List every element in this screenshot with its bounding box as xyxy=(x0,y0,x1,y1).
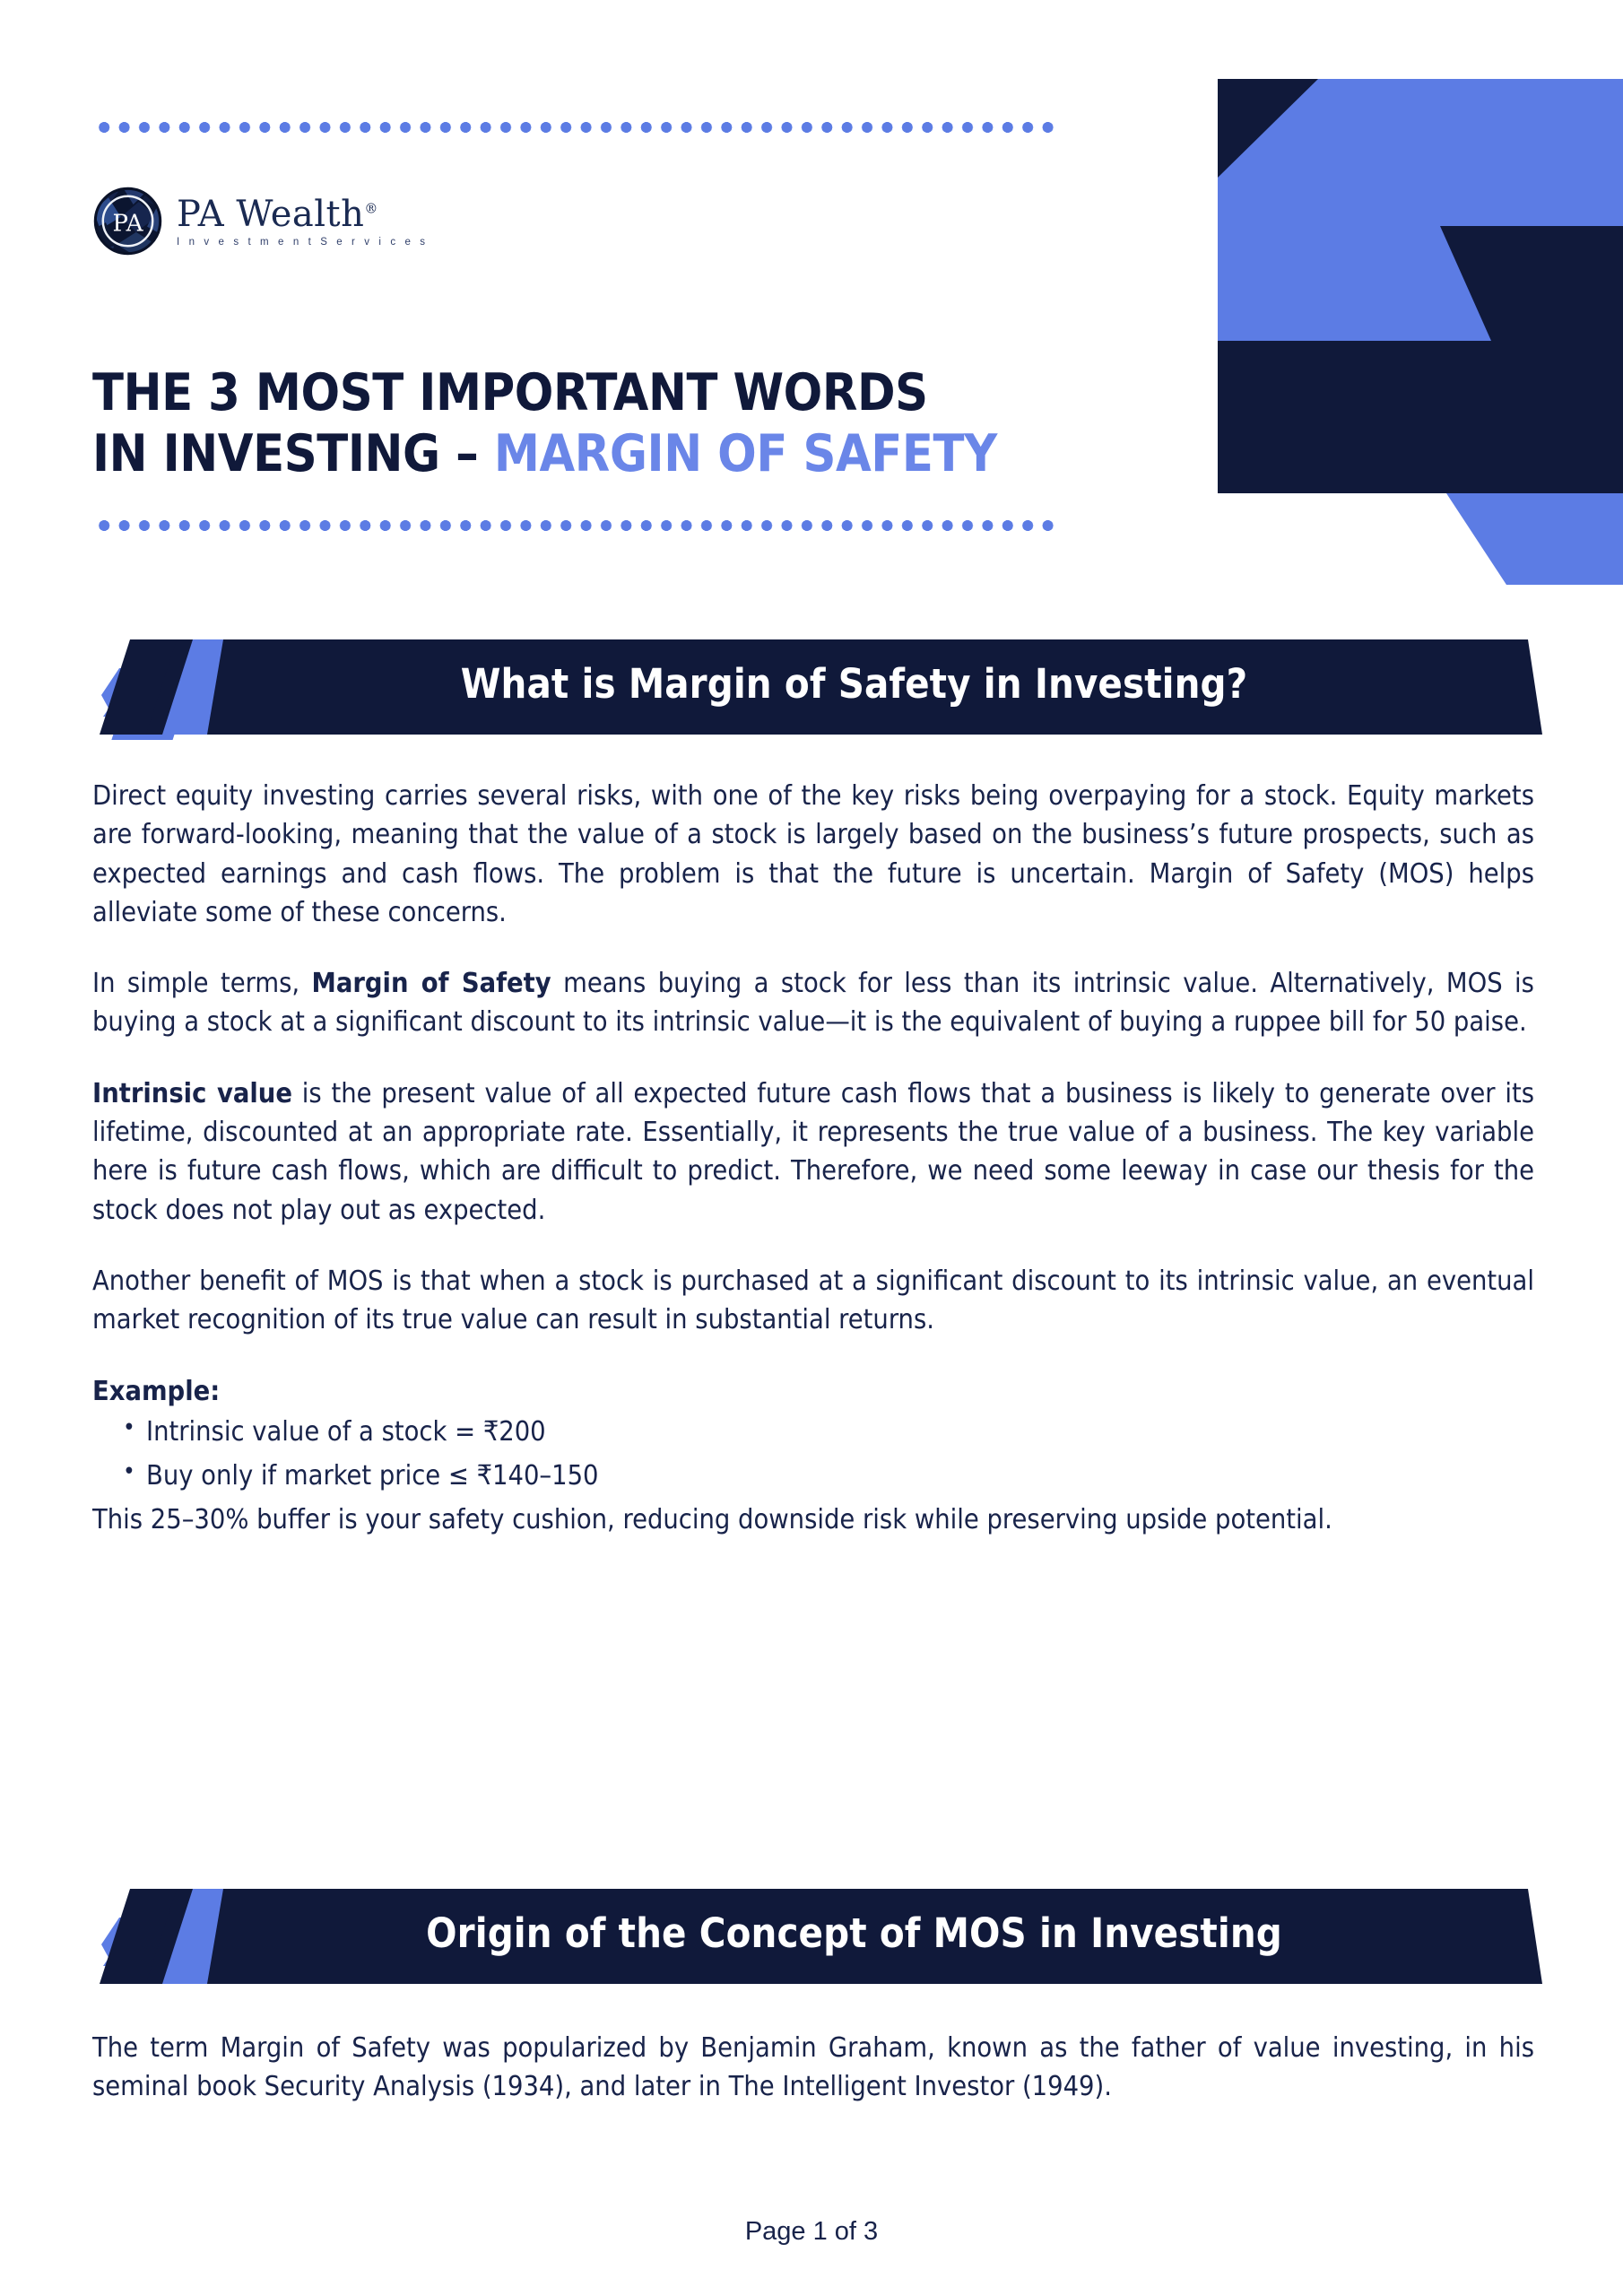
list-item: • Intrinsic value of a stock = ₹200 xyxy=(146,1413,1534,1451)
section-body-2 xyxy=(92,2029,1534,2107)
section-body-1 xyxy=(92,777,1534,1540)
title-line-2-prefix: IN INVESTING – xyxy=(92,424,494,484)
dotted-divider-top xyxy=(94,122,1061,133)
section-heading-1: What is Margin of Safety in Investing? xyxy=(460,659,1248,708)
paragraph: The term Margin of Safety was popularized by Benjamin Graham, known as the father of value investing, in his seminal book Security Analysis (1934), and later in The Intelligent Investor (1949). xyxy=(92,2032,1534,2103)
brand-logo xyxy=(93,187,429,256)
section-banner-1 xyxy=(94,634,1542,740)
title-line-2-accent: MARGIN OF SAFETY xyxy=(493,424,997,484)
section-banner-2 xyxy=(94,1883,1542,1989)
page-number-label: Page 1 of 3 xyxy=(744,2217,879,2246)
paragraph: Intrinsic value is the present value of all expected future cash flows that a business is likely to generate over its lifetime, discounted at an appropriate rate. Essentially, it represents the true value of a business. The key variable here is future cash flows, which are difficult to predict. Therefore, we need some leeway in case our thesis for the stock does not play out as expected. xyxy=(92,1077,1535,1226)
example-label: Example: xyxy=(92,1375,221,1407)
title-line-1: THE 3 MOST IMPORTANT WORDS xyxy=(92,363,928,423)
example-closing: This 25–30% buffer is your safety cushion, reducing downside risk while preserving upside potential. xyxy=(92,1504,1332,1536)
zigzag-ribbon-graphic xyxy=(1182,72,1623,592)
dotted-divider-bottom xyxy=(94,520,1061,531)
paragraph: Direct equity investing carries several risks, with one of the key risks being overpaying for a stock. Equity markets are forward-looking, meaning that the value of a stock is largely based on the business’s future prospects, such as expected earnings and cash flows. The problem is that the future is uncertain. Margin of Safety (MOS) helps alleviate some of these concerns. xyxy=(92,780,1534,928)
pa-monogram-icon xyxy=(93,187,162,256)
paragraph: Another benefit of MOS is that when a stock is purchased at a significant discount to its intrinsic value, an eventual market recognition of its true value can result in substantial returns. xyxy=(92,1265,1534,1336)
example-list xyxy=(92,1413,1534,1496)
list-item: • Buy only if market price ≤ ₹140–150 xyxy=(146,1457,1534,1495)
brand-name: PA Wealth® xyxy=(177,194,378,235)
brand-tagline: I n v e s t m e n t S e r v i c e s xyxy=(177,237,429,248)
page-footer xyxy=(0,2217,1623,2247)
svg-text:PA: PA xyxy=(112,210,143,238)
section-heading-2: Origin of the Concept of MOS in Investing xyxy=(426,1909,1282,1957)
registered-trademark-icon: ® xyxy=(364,200,378,217)
paragraph: In simple terms, Margin of Safety means buying a stock for less than its intrinsic value. Alternatively, MOS is buying a stock at a significant discount to its intrinsic value—it is the equivalent of buying a ruppee bill for 50 paise. xyxy=(92,968,1534,1039)
page-title xyxy=(92,363,1115,485)
